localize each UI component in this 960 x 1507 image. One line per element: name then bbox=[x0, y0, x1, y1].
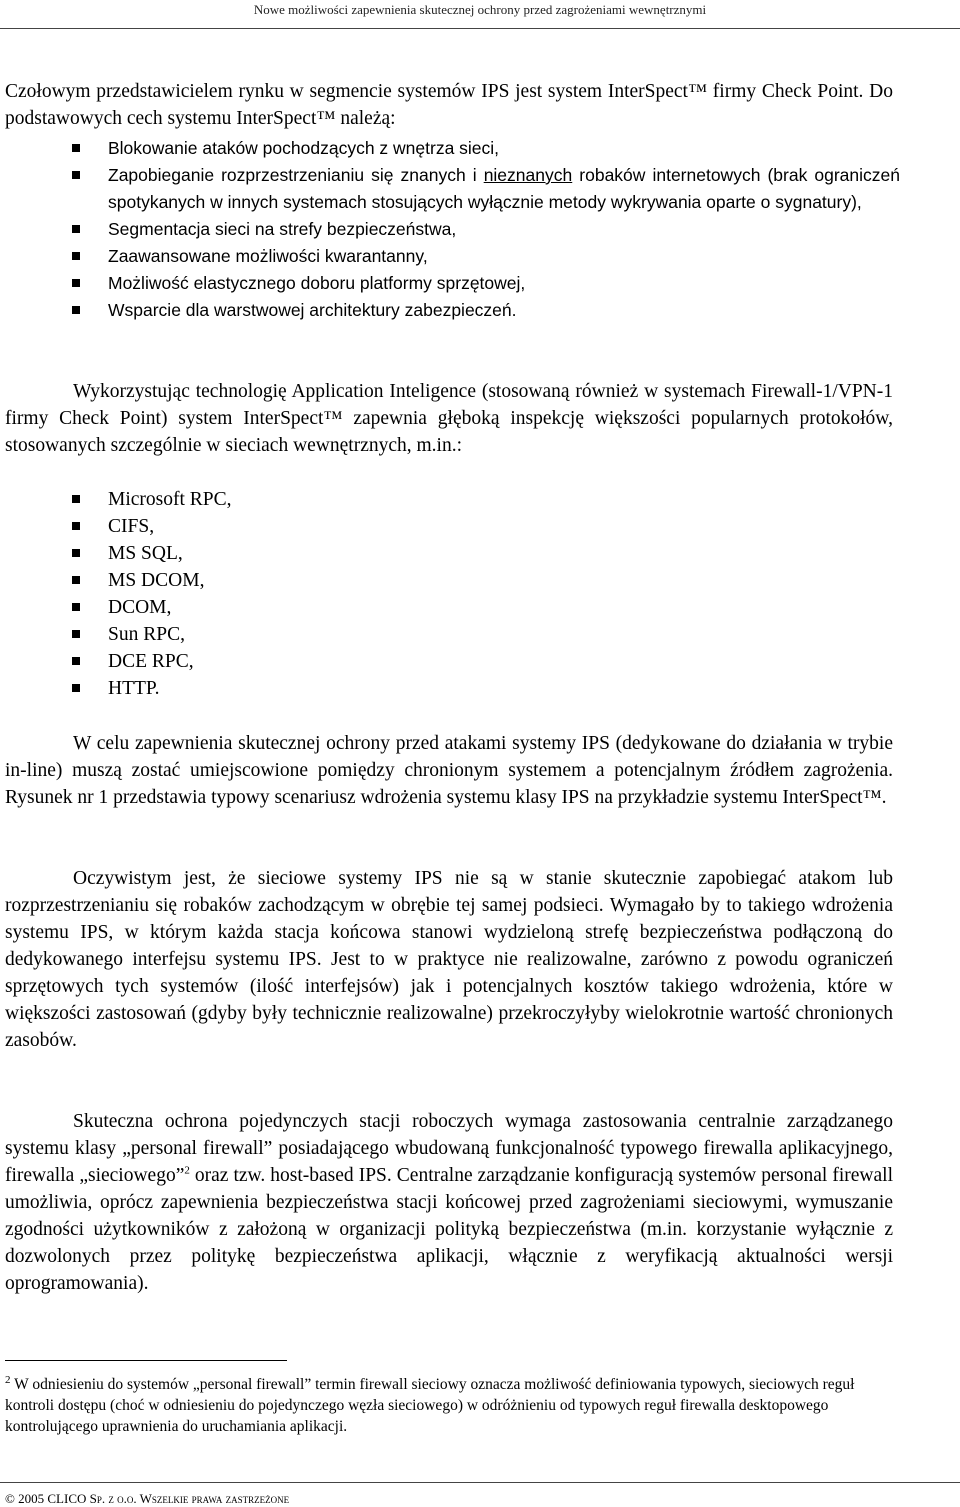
protocol-list bbox=[0, 486, 900, 702]
list-item-text: Sun RPC, bbox=[108, 624, 185, 645]
square-bullet-icon bbox=[72, 171, 80, 179]
list-item-text: MS SQL, bbox=[108, 543, 183, 564]
list-item-text: Blokowanie ataków pochodzących z wnętrza sieci, bbox=[108, 138, 500, 158]
underlined-word: nieznanych bbox=[483, 165, 573, 185]
list-item-text: Microsoft RPC, bbox=[108, 489, 232, 510]
footnote bbox=[5, 1374, 885, 1437]
list-item-text: DCE RPC, bbox=[108, 651, 194, 672]
square-bullet-icon bbox=[72, 252, 80, 260]
list-item-text: Wsparcie dla warstwowej architektury zabezpieczeń. bbox=[108, 300, 517, 320]
list-item-text: Segmentacja sieci na strefy bezpieczeństwa, bbox=[108, 219, 457, 239]
list-item bbox=[0, 270, 900, 297]
list-item bbox=[0, 243, 900, 270]
square-bullet-icon bbox=[72, 522, 80, 530]
subnet-limitation-paragraph: Oczywistym jest, że sieciowe systemy IPS nie są w stanie skutecznie zapobiegać atakom lub rozprzestrzenianiu się robaków zachodzącym w obrębie tej samej podsieci. Wymagało by to takiego wdrożenia systemu IPS, w którym każda stacja końcowa stanowi wydzieloną strefę bezpieczeństwa podłączoną do dedykowanego interfejsu systemu IPS. Jest to w praktyce nie realizowalne, zarówno z powodu ograniczeń sprzętowych tych systemów (ilość interfejsów) jak i potencjalnych kosztów takiego wdrożenia, które w większości zastosowań (gdyby były technicznie realizowalne) przekroczyłyby wielokrotnie wartość chronionych zasobów. bbox=[5, 868, 893, 1051]
list-item bbox=[0, 621, 900, 648]
personal-firewall-paragraph bbox=[5, 1108, 893, 1297]
list-item-text: CIFS, bbox=[108, 516, 155, 537]
page-header bbox=[0, 0, 960, 36]
square-bullet-icon bbox=[72, 495, 80, 503]
list-item bbox=[0, 216, 900, 243]
list-item-text: MS DCOM, bbox=[108, 570, 205, 591]
square-bullet-icon bbox=[72, 549, 80, 557]
header-divider bbox=[0, 28, 960, 29]
list-item bbox=[0, 135, 900, 162]
feature-list bbox=[0, 135, 900, 324]
square-bullet-icon bbox=[72, 630, 80, 638]
square-bullet-icon bbox=[72, 306, 80, 314]
list-item bbox=[0, 675, 900, 702]
list-item bbox=[0, 648, 900, 675]
list-item-text: HTTP. bbox=[108, 678, 160, 699]
footnote-text: W odniesieniu do systemów „personal firewall” termin firewall sieciowy oznacza możliwość definiowania typowych, sieciowych reguł kontroli dostępu (choć w odniesieniu do pojedynczego węzła sieciowego) w odróżnieniu od typowych reguł firewalla desktopowego kontrolującego uprawnienia do uruchamiania aplikacji. bbox=[5, 1376, 855, 1435]
square-bullet-icon bbox=[72, 225, 80, 233]
list-item bbox=[0, 297, 900, 324]
footnote-number: 2 bbox=[5, 1373, 11, 1386]
square-bullet-icon bbox=[72, 603, 80, 611]
list-item bbox=[0, 594, 900, 621]
list-item bbox=[0, 486, 900, 513]
square-bullet-icon bbox=[72, 657, 80, 665]
footer-divider bbox=[0, 1482, 960, 1483]
paragraph-text: Skuteczna ochrona pojedynczych stacji roboczych wymaga zastosowania centralnie zarządzanego systemu klasy „personal firewall” posiadającego wbudowaną funkcjonalność typowego firewalla aplikacyjnego, firewalla „sieciowego” bbox=[5, 1111, 893, 1186]
footer-copyright: © 2005 CLICO Sp. z o.o. Wszelkie prawa zastrzeżone bbox=[5, 1491, 290, 1506]
list-item-text: Zaawansowane możliwości kwarantanny, bbox=[108, 246, 428, 266]
list-item bbox=[0, 540, 900, 567]
running-title: Nowe możliwości zapewnienia skutecznej ochrony przed zagrożeniami wewnętrznymi bbox=[253, 2, 707, 17]
ips-placement-paragraph: W celu zapewnienia skutecznej ochrony przed atakami systemy IPS (dedykowane do działania w trybie in-line) muszą zostać umiejscowione pomiędzy chronionym systemem a potencjalnym źródłem zagrożenia. Rysunek nr 1 przedstawia typowy scenariusz wdrożenia systemu klasy IPS na przykładzie systemu InterSpect™. bbox=[5, 733, 893, 808]
intro-paragraph: Czołowym przedstawicielem rynku w segmencie systemów IPS jest system InterSpect™ firmy Check Point. Do podstawowych cech systemu InterSpect™ należą: bbox=[5, 81, 893, 129]
list-item-text-continued: robaków internetowych (brak ograniczeń spotykanych w innych systemach stosujących wyłącznie metody wykrywania oparte o sygnatury), bbox=[108, 165, 900, 212]
square-bullet-icon bbox=[72, 279, 80, 287]
paragraph-text-continued: oraz tzw. host-based IPS. Centralne zarządzanie konfiguracją systemów personal firewall umożliwia, oprócz zapewnienia bezpieczeństwa stacji końcowej przed zagrożeniami sieciowymi, wymuszanie zgodności użytkowników z założoną w organizacji polityką bezpieczeństwa (m.in. korzystanie wyłącznie z dozwolonych przez politykę bezpieczeństwa aplikacji, włącznie z weryfikacją aktualności wersji oprogramowania). bbox=[5, 1165, 893, 1294]
list-item bbox=[0, 567, 900, 594]
list-item-text: Zapobieganie rozprzestrzenianiu się znanych i bbox=[108, 165, 484, 185]
square-bullet-icon bbox=[72, 684, 80, 692]
list-item-text: Możliwość elastycznego doboru platformy sprzętowej, bbox=[108, 273, 526, 293]
list-item bbox=[0, 162, 900, 216]
list-item-text: DCOM, bbox=[108, 597, 172, 618]
square-bullet-icon bbox=[72, 144, 80, 152]
footnote-reference[interactable]: 2 bbox=[184, 1164, 190, 1177]
footnote-divider bbox=[5, 1360, 287, 1361]
square-bullet-icon bbox=[72, 576, 80, 584]
protocols-intro-paragraph: Wykorzystując technologię Application Inteligence (stosowaną również w systemach Firewall-1/VPN-1 firmy Check Point) system InterSpect™ zapewnia głęboką inspekcję większości popularnych protokołów, stosowanych szczególnie w sieciach wewnętrznych, m.in.: bbox=[5, 381, 893, 456]
list-item bbox=[0, 513, 900, 540]
